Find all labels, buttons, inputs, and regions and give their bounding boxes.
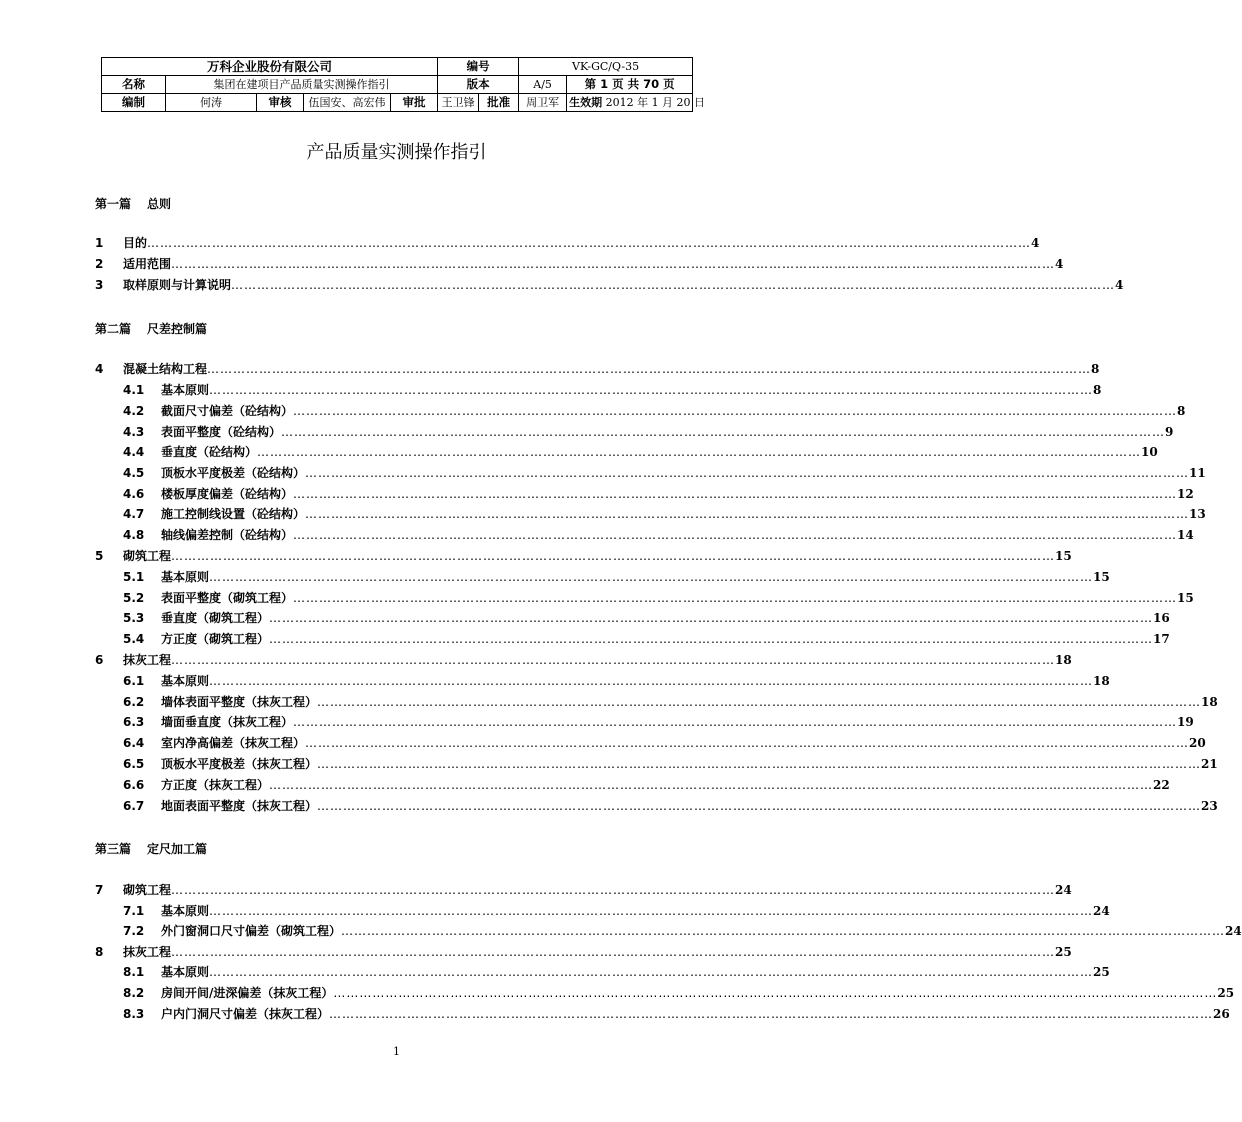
- toc-entry-page: 18: [1055, 653, 1072, 667]
- effective-value: 2012 年 1 月 20 日: [605, 96, 706, 109]
- toc-dot-leader: [209, 673, 1093, 689]
- toc-entry-page: 4: [1115, 278, 1124, 292]
- toc-entry[interactable]: [95, 882, 1072, 898]
- toc-entry-title: 地面表面平整度（抹灰工程）: [161, 799, 318, 813]
- toc-entry-number: 6.7: [123, 799, 145, 813]
- toc-entry-number: 3: [95, 278, 104, 292]
- toc-entry-number: 6.6: [123, 778, 145, 792]
- toc-entry-page: 12: [1177, 487, 1194, 501]
- page-number: 1: [393, 1045, 400, 1058]
- toc-entry-page: 8: [1177, 404, 1186, 418]
- part-name: 总则: [147, 197, 172, 211]
- toc-entry-page: 16: [1153, 611, 1170, 625]
- toc-entry[interactable]: [95, 465, 1206, 481]
- toc-entry-title: 室内净高偏差（抹灰工程）: [161, 736, 306, 750]
- toc-entry[interactable]: [95, 403, 1186, 419]
- toc-entry[interactable]: [95, 527, 1194, 543]
- part-name: 尺差控制篇: [147, 322, 208, 336]
- toc-entry-title: 户内门洞尺寸偏差（抹灰工程）: [161, 1007, 330, 1021]
- toc-dot-leader: [293, 527, 1177, 543]
- toc-entry[interactable]: [95, 631, 1170, 647]
- toc-entry-number: 8.2: [123, 986, 145, 1000]
- toc-entry[interactable]: [95, 923, 1242, 939]
- toc-entry-number: 4.7: [123, 507, 145, 521]
- toc-entry-title: 砌筑工程: [123, 883, 172, 897]
- toc-entry[interactable]: [95, 985, 1235, 1001]
- toc-entry-title: 取样原则与计算说明: [123, 278, 232, 292]
- part-heading-3: [95, 840, 207, 857]
- toc-entry-number: 6.2: [123, 695, 145, 709]
- effective-date: [567, 94, 706, 112]
- toc-entry[interactable]: [95, 756, 1218, 772]
- toc-entry[interactable]: [95, 714, 1194, 730]
- toc-dot-leader: [317, 756, 1201, 772]
- toc-entry-number: 4.4: [123, 445, 145, 459]
- toc-entry-title: 抹灰工程: [123, 653, 172, 667]
- version-label: 版本: [438, 76, 519, 94]
- toc-entry-title: 顶板水平度极差（抹灰工程）: [161, 757, 318, 771]
- part-name: 定尺加工篇: [147, 842, 208, 856]
- toc-entry[interactable]: [95, 548, 1072, 564]
- toc-entry-page: 11: [1189, 466, 1206, 480]
- toc-entry-number: 4.1: [123, 383, 145, 397]
- document-header-table: [101, 57, 706, 112]
- toc-entry-page: 25: [1093, 965, 1110, 979]
- editor-label: 编制: [102, 94, 166, 112]
- toc-dot-leader: [171, 652, 1055, 668]
- toc-entry-page: 25: [1055, 945, 1072, 959]
- toc-entry[interactable]: [95, 277, 1124, 293]
- toc-entry-page: 22: [1153, 778, 1170, 792]
- toc-entry-page: 25: [1217, 986, 1235, 1000]
- toc-dot-leader: [147, 235, 1031, 251]
- toc-dot-leader: [341, 923, 1225, 939]
- review-label: 审核: [257, 94, 304, 112]
- toc-dot-leader: [293, 590, 1177, 606]
- toc-entry-title: 外门窗洞口尺寸偏差（砌筑工程）: [161, 924, 342, 938]
- toc-dot-leader: [171, 882, 1055, 898]
- toc-entry-page: 8: [1093, 383, 1102, 397]
- toc-entry-number: 5.3: [123, 611, 145, 625]
- toc-entry-number: 6.1: [123, 674, 145, 688]
- toc-entry[interactable]: [95, 944, 1072, 960]
- toc-entry-title: 基本原则: [161, 570, 210, 584]
- part-heading-1: [95, 195, 171, 212]
- version-value: A/5: [519, 76, 567, 94]
- toc-entry-title: 基本原则: [161, 383, 210, 397]
- page-info: 第 1 页 共 70 页: [567, 76, 693, 94]
- editor-value: 何涛: [166, 94, 257, 112]
- toc-entry-title: 顶板水平度极差（砼结构）: [161, 466, 306, 480]
- toc-entry-title: 方正度（抹灰工程）: [161, 778, 270, 792]
- toc-entry-number: 5: [95, 549, 104, 563]
- toc-entry[interactable]: [95, 610, 1170, 626]
- toc-entry-page: 17: [1153, 632, 1170, 646]
- approve1-value: 王卫锋: [438, 94, 479, 112]
- toc-dot-leader: [171, 256, 1055, 272]
- toc-entry[interactable]: [95, 735, 1206, 751]
- toc-entry-number: 4.8: [123, 528, 145, 542]
- toc-dot-leader: [269, 777, 1153, 793]
- toc-dot-leader: [257, 444, 1141, 460]
- toc-entry-number: 6.3: [123, 715, 145, 729]
- code-value: VK-GC/Q-35: [519, 58, 693, 76]
- toc-dot-leader: [305, 465, 1189, 481]
- toc-entry-number: 7.2: [123, 924, 145, 938]
- toc-entry-page: 24: [1093, 904, 1110, 918]
- toc-entry[interactable]: [95, 798, 1218, 814]
- toc-entry-page: 26: [1213, 1007, 1230, 1021]
- toc-entry[interactable]: [95, 903, 1110, 919]
- review-value: 伍国安、高宏伟: [304, 94, 391, 112]
- toc-dot-leader: [329, 1006, 1213, 1022]
- toc-entry-number: 7.1: [123, 904, 145, 918]
- toc-entry-title: 基本原则: [161, 674, 210, 688]
- toc-dot-leader: [209, 964, 1093, 980]
- toc-entry[interactable]: [95, 590, 1194, 606]
- toc-entry-number: 8.3: [123, 1007, 145, 1021]
- toc-entry-page: 13: [1189, 507, 1206, 521]
- toc-entry[interactable]: [95, 652, 1072, 668]
- toc-entry-title: 垂直度（砌筑工程）: [161, 611, 270, 625]
- toc-entry-number: 4.2: [123, 404, 145, 418]
- name-value: 集团在建项目产品质量实测操作指引: [166, 76, 438, 94]
- toc-entry-number: 1: [95, 236, 104, 250]
- toc-dot-leader: [269, 610, 1153, 626]
- toc-dot-leader: [209, 569, 1093, 585]
- toc-entry-page: 24: [1055, 883, 1072, 897]
- toc-entry-page: 15: [1055, 549, 1072, 563]
- toc-entry[interactable]: [95, 424, 1174, 440]
- toc-dot-leader: [293, 486, 1177, 502]
- toc-entry-number: 4.5: [123, 466, 145, 480]
- toc-entry-number: 8.1: [123, 965, 145, 979]
- toc-entry-title: 垂直度（砼结构）: [161, 445, 258, 459]
- toc-entry-page: 14: [1177, 528, 1194, 542]
- toc-entry-page: 20: [1189, 736, 1206, 750]
- toc-entry-number: 8: [95, 945, 104, 959]
- toc-entry[interactable]: [95, 506, 1206, 522]
- part-label: 第三篇: [95, 842, 132, 856]
- toc-dot-leader: [171, 548, 1055, 564]
- toc-entry-title: 轴线偏差控制（砼结构）: [161, 528, 294, 542]
- toc-entry[interactable]: [95, 486, 1194, 502]
- part-label: 第一篇: [95, 197, 132, 211]
- toc-entry-number: 7: [95, 883, 104, 897]
- toc-entry-title: 墙体表面平整度（抹灰工程）: [161, 695, 318, 709]
- toc-entry-title: 方正度（砌筑工程）: [161, 632, 270, 646]
- toc-entry[interactable]: [95, 1006, 1230, 1022]
- toc-entry[interactable]: [95, 256, 1064, 272]
- toc-entry-number: 5.4: [123, 632, 145, 646]
- toc-entry[interactable]: [95, 569, 1110, 585]
- toc-entry-title: 基本原则: [161, 965, 210, 979]
- toc-dot-leader: [293, 714, 1177, 730]
- toc-entry[interactable]: [95, 777, 1170, 793]
- toc-entry-page: 4: [1031, 236, 1040, 250]
- code-label: 编号: [438, 58, 519, 76]
- toc-entry-title: 表面平整度（砼结构）: [161, 425, 282, 439]
- toc-dot-leader: [317, 798, 1201, 814]
- toc-entry-page: 21: [1201, 757, 1218, 771]
- toc-entry-number: 4: [95, 362, 104, 376]
- toc-entry[interactable]: [95, 964, 1110, 980]
- toc-dot-leader: [305, 506, 1189, 522]
- toc-dot-leader: [209, 382, 1093, 398]
- approve2-value: 周卫军: [519, 94, 567, 112]
- toc-entry-number: 4.6: [123, 487, 145, 501]
- toc-entry-page: 18: [1093, 674, 1110, 688]
- toc-entry-page: 8: [1091, 362, 1100, 376]
- toc-dot-leader: [231, 277, 1115, 293]
- toc-entry[interactable]: [95, 382, 1102, 398]
- toc-entry[interactable]: [95, 444, 1158, 460]
- toc-dot-leader: [171, 944, 1055, 960]
- toc-entry-title: 适用范围: [123, 257, 172, 271]
- effective-label: 生效期: [569, 96, 603, 109]
- toc-entry-number: 6.4: [123, 736, 145, 750]
- toc-entry[interactable]: [95, 235, 1040, 251]
- toc-entry-page: 19: [1177, 715, 1194, 729]
- toc-entry-page: 24: [1225, 924, 1242, 938]
- toc-entry-title: 表面平整度（砌筑工程）: [161, 591, 294, 605]
- toc-entry-page: 15: [1093, 570, 1110, 584]
- toc-entry-number: 2: [95, 257, 104, 271]
- toc-entry-title: 楼板厚度偏差（砼结构）: [161, 487, 294, 501]
- toc-dot-leader: [305, 735, 1189, 751]
- toc-entry-title: 目的: [123, 236, 148, 250]
- toc-entry-number: 6.5: [123, 757, 145, 771]
- toc-entry-page: 10: [1141, 445, 1158, 459]
- toc-entry-title: 房间开间/进深偏差（抹灰工程）: [161, 986, 334, 1000]
- toc-entry-page: 9: [1165, 425, 1174, 439]
- toc-entry-title: 基本原则: [161, 904, 210, 918]
- name-label: 名称: [102, 76, 166, 94]
- toc-entry-page: 23: [1201, 799, 1218, 813]
- toc-entry-number: 5.1: [123, 570, 145, 584]
- toc-entry-title: 砌筑工程: [123, 549, 172, 563]
- toc-entry-page: 18: [1201, 695, 1218, 709]
- toc-entry-title: 抹灰工程: [123, 945, 172, 959]
- document-title: 产品质量实测操作指引: [306, 142, 487, 163]
- toc-entry-title: 截面尺寸偏差（砼结构）: [161, 404, 294, 418]
- toc-entry[interactable]: [95, 673, 1110, 689]
- toc-entry-page: 15: [1177, 591, 1194, 605]
- part-label: 第二篇: [95, 322, 132, 336]
- toc-entry[interactable]: [95, 361, 1100, 377]
- toc-entry-title: 墙面垂直度（抹灰工程）: [161, 715, 294, 729]
- toc-dot-leader: [207, 361, 1091, 377]
- toc-entry[interactable]: [95, 694, 1218, 710]
- approve2-label: 批准: [479, 94, 519, 112]
- toc-dot-leader: [317, 694, 1201, 710]
- toc-entry-page: 4: [1055, 257, 1064, 271]
- toc-dot-leader: [333, 985, 1217, 1001]
- part-heading-2: [95, 320, 207, 337]
- toc-dot-leader: [269, 631, 1153, 647]
- toc-entry-title: 施工控制线设置（砼结构）: [161, 507, 306, 521]
- toc-entry-number: 6: [95, 653, 104, 667]
- toc-entry-number: 4.3: [123, 425, 145, 439]
- approve1-label: 审批: [391, 94, 438, 112]
- toc-dot-leader: [209, 903, 1093, 919]
- toc-entry-number: 5.2: [123, 591, 145, 605]
- company-name: 万科企业股份有限公司: [102, 58, 438, 76]
- toc-entry-title: 混凝土结构工程: [123, 362, 208, 376]
- toc-dot-leader: [293, 403, 1177, 419]
- toc-dot-leader: [281, 424, 1165, 440]
